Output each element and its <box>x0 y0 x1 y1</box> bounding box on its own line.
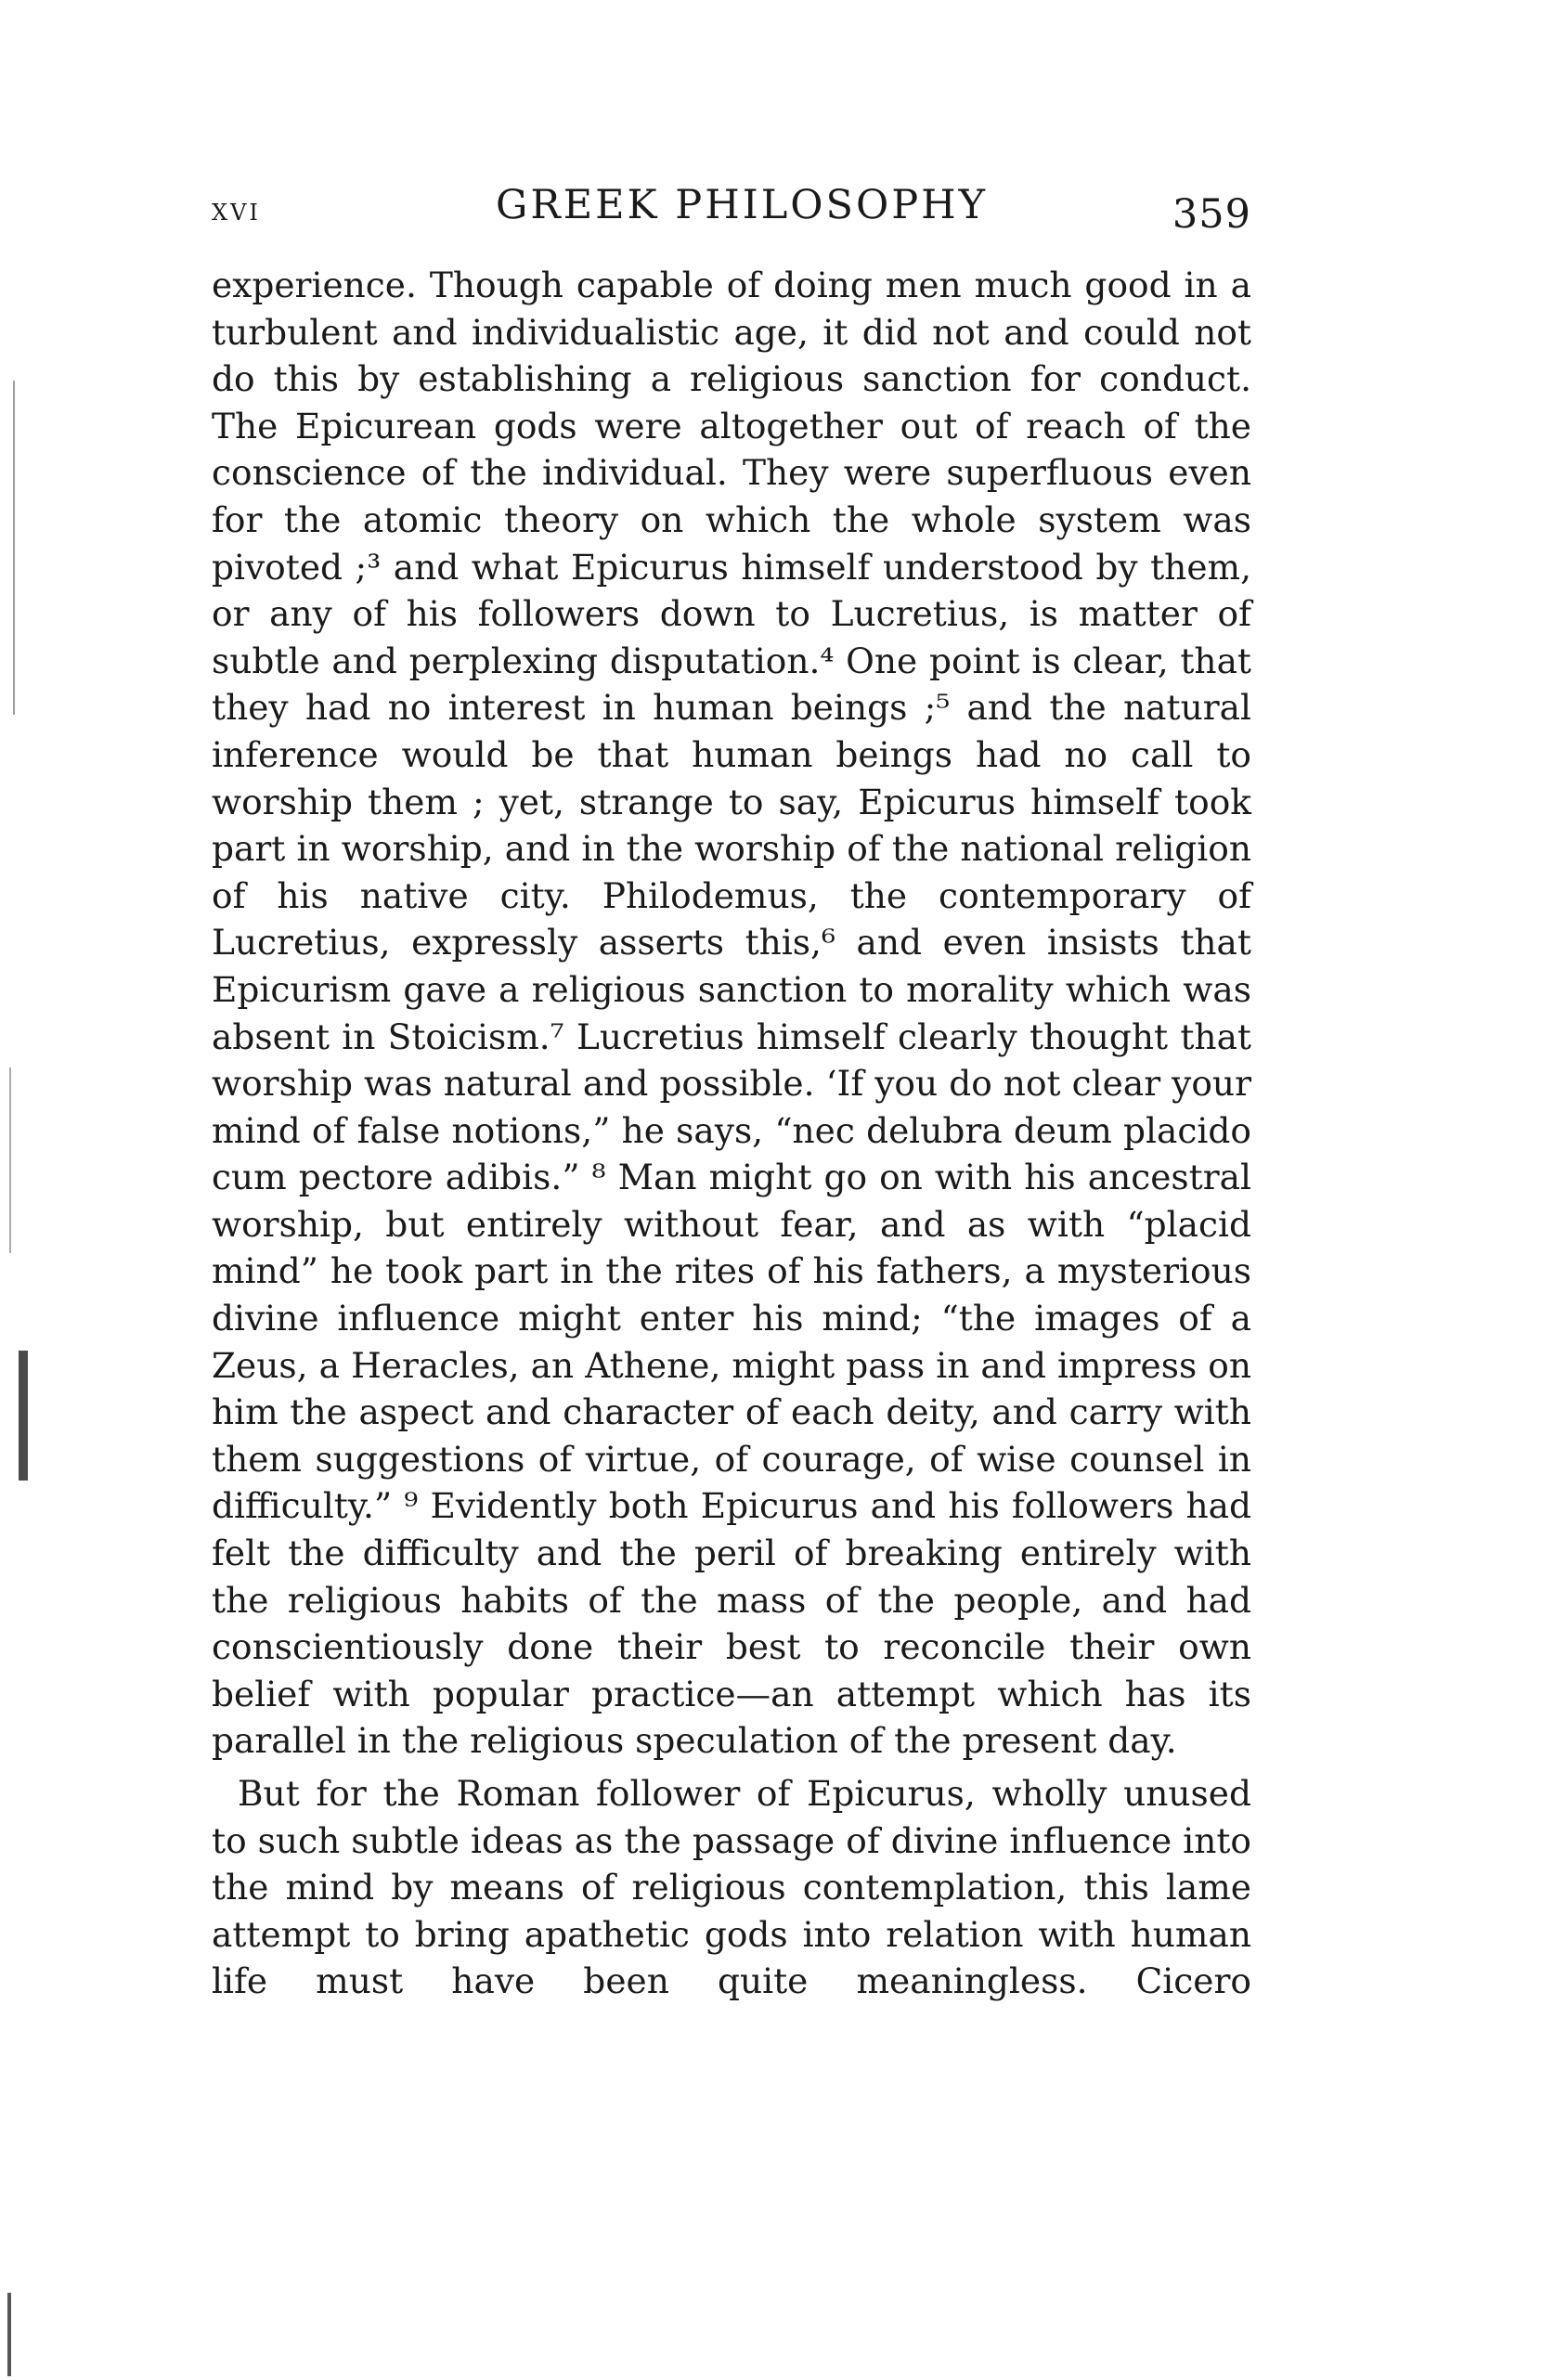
scan-margin-mark <box>7 2293 11 2376</box>
page-number: 359 <box>1172 191 1251 238</box>
paragraph-continued: experience. Though capable of doing men much good in a turbulent and individualistic age, it did not and could not do this by establishing a religious sanction for conduct. The Epicurean gods were altogether out of reach of the conscience of the individual. They were superfluous even for the atomic theory on which the whole system was pivoted ;³ and what Epicurus himself understood by them, or any of his followers down to Lucretius, is matter of subtle and perplexing disputation.⁴ One point is clear, that they had no interest in human beings ;⁵ and the natural inference would be that human beings had no call to worship them ; yet, strange to say, Epicurus himself took part in worship, and in the worship of the national religion of his native city. Philodemus, the contemporary of Lucretius, expressly asserts this,⁶ and even insists that Epicurism gave a religious sanction to morality which was absent in Stoicism.⁷ Lucretius himself clearly thought that worship was natural and possible. ‘If you do not clear your mind of false notions,” he says, “nec delubra deum placido cum pectore adibis.” ⁸ Man might go on with his ancestral worship, but entirely without fear, and as with “placid mind” he took part in the rites of his fathers, a mysterious divine influence might enter his mind; “the images of a Zeus, a Heracles, an Athene, might pass in and impress on him the aspect and character of each deity, and carry with them suggestions of virtue, of courage, of wise counsel in difficulty.” ⁹ Evidently both Epicurus and his followers had felt the difficulty and the peril of breaking entirely with the religious habits of the mass of the people, and had conscientiously done their best to reconcile their own belief with popular practice—an attempt which has its parallel in the religious speculation of the present day. <box>212 265 1251 1762</box>
paragraph-new: But for the Roman follower of Epicurus, wholly unused to such subtle ideas as the passage of divine influence into the mind by means of religious contemplation, this lame attempt to bring apathetic gods into relation with human life must have been quite meaningless. Cicero <box>212 1773 1251 2002</box>
chapter-number: xvi <box>212 191 261 228</box>
scan-margin-line <box>9 1067 11 1253</box>
running-title: GREEK PHILOSOPHY <box>496 182 989 228</box>
scan-margin-mark <box>19 1351 28 1481</box>
body-text <box>212 262 1251 2005</box>
running-header <box>212 165 1251 249</box>
scan-margin-line <box>13 381 15 715</box>
